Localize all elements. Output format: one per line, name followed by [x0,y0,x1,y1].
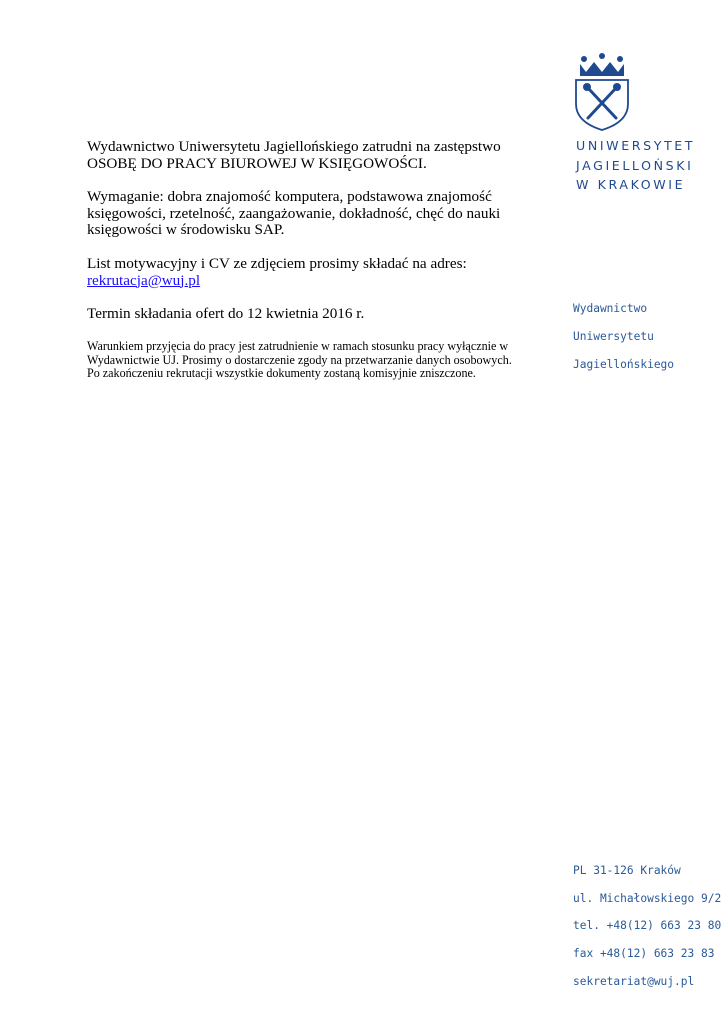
requirements-line: księgowości w środowisku SAP. [87,221,285,238]
requirements-line: księgowości, rzetelność, zaangażowanie, dokładność, chęć do nauki [87,204,501,222]
email-line [87,273,467,290]
deadline-text: Termin składania ofert do 12 kwietnia 2016 r. [87,305,365,322]
note-line: Po zakończeniu rekrutacji wszystkie dokumenty zostaną komisyjnie zniszczone. [87,366,476,380]
deadline-paragraph [87,306,364,323]
address-phone: tel. +48(12) 663 23 80 [573,919,722,932]
address-email: sekretariat@wuj.pl [573,975,695,988]
note-line: Wydawnictwie UJ. Prosimy o dostarczenie zgody na przetwarzanie danych osobowych. [87,352,512,367]
requirements-line: Wymaganie: dobra znajomość komputera, podstawowa znajomość [87,188,492,205]
university-name [576,136,695,195]
intro-line: Wydawnictwo Uniwersytetu Jagiellońskiego zatrudni na zastępstwo [87,138,501,155]
note-paragraph [87,340,512,381]
publisher-name-line: Uniwersytetu [573,330,654,343]
note-line: Warunkiem przyjęcia do pracy jest zatrudnienie w ramach stosunku pracy wyłącznie w [87,339,509,353]
address-postal: PL 31-126 Kraków [573,864,681,877]
publisher-name-line: Wydawnictwo [573,302,648,315]
position-title: OSOBĘ DO PRACY BIUROWEJ W KSIĘGOWOŚCI. [87,154,427,172]
application-line: List motywacyjny i CV ze zdjęciem prosimy składać na adres: [87,255,467,272]
university-name-line: W KRAKOWIE [576,177,686,192]
address-fax: fax +48(12) 663 23 83 [573,947,715,960]
address-street: ul. Michałowskiego 9/2 [573,892,722,905]
intro-paragraph [87,139,501,172]
university-name-line: JAGIELLOŃSKI [576,157,694,173]
publisher-name-line: Jagiellońskiego [573,358,675,371]
email-link[interactable]: rekrutacja@wuj.pl [87,271,201,289]
application-paragraph [87,256,467,289]
requirements-paragraph [87,189,500,239]
university-crest-icon [572,52,632,132]
university-name-line: UNIWERSYTET [576,138,696,153]
